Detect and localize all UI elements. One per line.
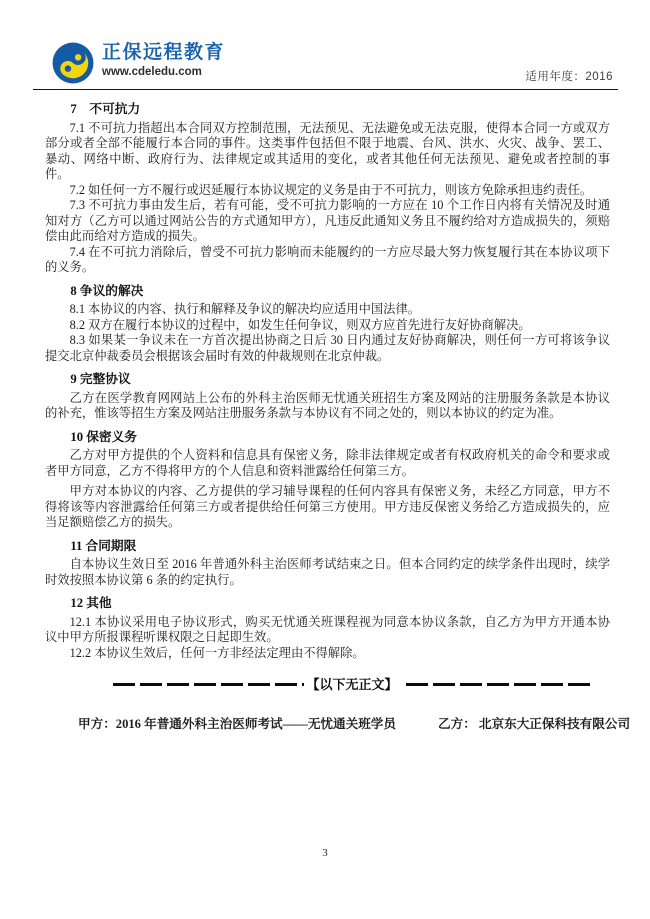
end-of-text-divider <box>113 677 591 693</box>
clause-8-1: 8.1 本协议的内容、执行和解释及争议的解决均应适用中国法律。 <box>69 302 421 316</box>
brand-name: 正保远程教育 <box>102 42 226 63</box>
applicable-year-label: 适用年度：2016 <box>525 71 613 83</box>
clause-7-4: 7.4 在不可抗力消除后，曾受不可抗力影响而未能履约的一方应尽最大努力恢复履行其在本协议项下的义务。 <box>45 244 610 274</box>
section-heading-contract-term: 11 合同期限 <box>70 538 137 553</box>
party-b-signature-line: 乙方： 北京东大正保科技有限公司 <box>438 716 631 731</box>
brand-logo <box>52 42 225 84</box>
no-body-marker: 【以下无正文】 <box>306 677 398 692</box>
brand-website: www.cdeledu.com <box>102 66 202 78</box>
clause-10-para-2: 甲方对本协议的内容、乙方提供的学习辅导课程的任何内容具有保密义务，未经乙方同意，甲方不得将该等内容泄露给任何第三方或者提供给任何第三方使用。甲方违反保密义务给乙方造成损失的，应当足额赔偿乙方的损失。 <box>45 484 610 529</box>
divider-dash-left <box>113 683 304 686</box>
section-heading-force-majeure: 7 不可抗力 <box>70 102 141 116</box>
header-rule <box>33 89 618 90</box>
contract-body <box>0 91 650 732</box>
zhengbao-swirl-logo-icon <box>52 42 94 84</box>
page-number: 3 <box>322 847 328 859</box>
section-heading-miscellaneous: 12 其他 <box>70 596 112 610</box>
clause-8-2: 8.2 双方在履行本协议的过程中，如发生任何争议，则双方应首先进行友好协商解决。 <box>69 317 531 332</box>
clause-7-1: 7.1 不可抗力指超出本合同双方控制范围，无法预见、无法避免或无法克服，使得本合同一方或双方部分或者全部不能履行本合同的事件。这类事件包括但不限于地震、台风、洪水、火灾、战争、罢工、暴动、网络中断、政府行为、法律规定或其适用的变化，或者其他任何无法预见、避免或者控制的事件。 <box>45 120 610 181</box>
clause-8-3: 8.3 如果某一争议未在一方首次提出协商之日后 30 日内通过友好协商解决，则任何一方可将该争议提交北京仲裁委员会根据该会届时有效的仲裁规则在北京仲裁。 <box>45 333 610 363</box>
section-heading-dispute-resolution: 8 争议的解决 <box>70 283 144 298</box>
clause-7-2: 7.2 如任何一方不履行或迟延履行本协议规定的义务是由于不可抗力，则该方免除承担违约责任。 <box>69 182 593 197</box>
section-heading-confidentiality: 10 保密义务 <box>70 429 137 444</box>
section-heading-entire-agreement: 9 完整协议 <box>70 372 131 386</box>
clause-11-body: 自本协议生效日至 2016 年普通外科主治医师考试结束之日。但本合同约定的续学条件出现时，续学时效按照本协议第 6 条的约定执行。 <box>45 557 610 587</box>
brand-text <box>102 42 225 79</box>
clause-9-body: 乙方在医学教育网网站上公布的外科主治医师无忧通关班招生方案及网站的注册服务条款是本协议的补充，惟该等招生方案及网站注册服务条款与本协议有不同之处的，则以本协议的约定为准。 <box>45 390 610 420</box>
party-a-signature-line: 甲方：2016 年普通外科主治医师考试——无忧通关班学员 <box>78 716 396 731</box>
signature-row <box>45 716 631 733</box>
clause-10-para-1: 乙方对甲方提供的个人资料和信息具有保密义务，除非法律规定或者有权政府机关的命令和要求或者甲方同意，乙方不得将甲方的个人信息和资料泄露给任何第三方。 <box>45 448 610 478</box>
letterhead <box>0 0 650 91</box>
clause-12-2: 12.2 本协议生效后，任何一方非经法定理由不得解除。 <box>69 645 365 660</box>
divider-dash-right <box>401 683 592 686</box>
clause-12-1: 12.1 本协议采用电子协议形式，购买无忧通关班课程视为同意本协议条款，自乙方为甲方开通本协议中甲方所报课程听课权限之日起即生效。 <box>45 614 610 644</box>
clause-7-3: 7.3 不可抗力事由发生后，若有可能，受不可抗力影响的一方应在 10 个工作日内将有关情况及时通知对方（乙方可以通过网站公告的方式通知甲方），凡违反此通知义务且不履约给对方造成损失的，须赔偿由此而给对方造成的损失。 <box>45 198 610 243</box>
